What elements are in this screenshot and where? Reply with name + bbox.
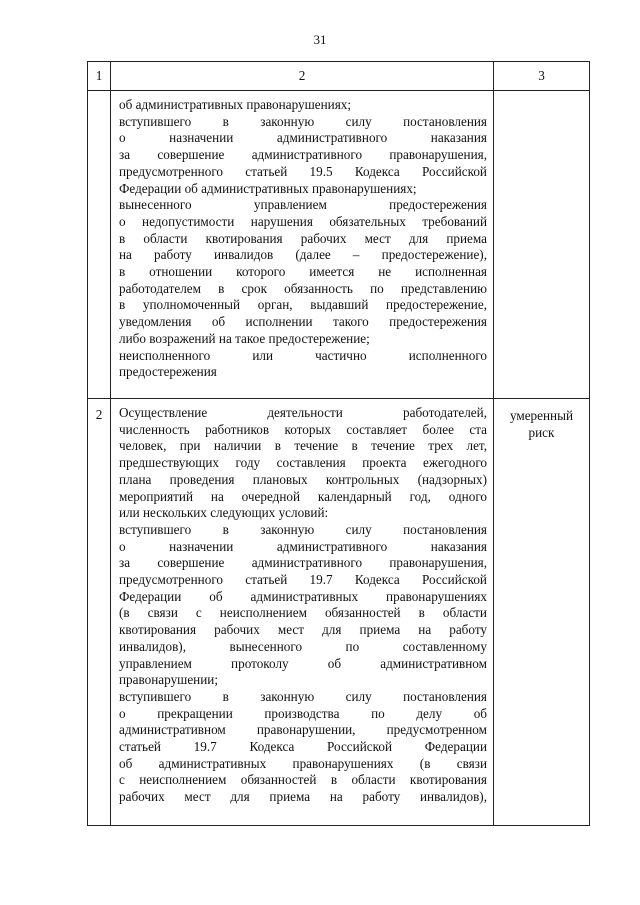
text-line: либо возражений на такое предостережение; [119,330,370,346]
text-line: человек, при наличии в течение в течение трех лет, [119,438,487,454]
row-number [88,91,111,399]
text-line: квотирования рабочих мест для приема на работу [119,622,487,638]
text-line: или нескольких следующих условий: [119,505,329,521]
text-line: (в связи с неисполнением обязанностей в области [119,605,487,621]
page-number: 31 [313,32,327,47]
text-line: Федерации об административных правонарушениях [119,588,487,604]
table-row [88,399,590,826]
text-line: вступившего в законную силу постановления [119,688,487,704]
text-line: в уполномоченный орган, выдавший предостережение, [119,297,487,313]
text-line: мероприятий на очередной календарный год, одного [119,488,487,504]
text-line: вынесенного управлением предостережения [119,197,487,213]
text-line: правонарушении; [119,672,219,688]
row-number: 2 [88,399,111,826]
text-line: с неисполнением обязанностей в области квотирования [119,772,487,788]
text-line: за совершение административного правонарушения, [119,147,487,163]
risk-category [494,399,590,826]
text-line: о недопустимости нарушения обязательных требований [119,213,487,229]
risk-line: риск [528,425,555,440]
header-col-2: 2 [111,62,494,91]
header-col-3: 3 [494,62,590,91]
text-line: работодателем в срок обязанность по представлению [119,280,487,296]
text-line: об административных правонарушениях; [119,97,352,112]
text-line: статьей 19.7 Кодекса Российской Федерации [119,739,487,755]
text-line: управлением протоколу об административном [119,655,487,671]
text-line: в области квотирования рабочих мест для приема [119,230,487,246]
text-line: рабочих мест для приема на работу инвалидов), [119,789,487,805]
text-line: в отношении которого имеется не исполненная [119,264,487,280]
text-line: предусмотренного статьей 19.5 Кодекса Российской [119,163,487,179]
text-line: предостережения [119,364,217,380]
text-line: административном правонарушении, предусмотренном [119,722,487,738]
text-line: о назначении административного наказания [119,130,487,146]
requirements-table [87,61,590,826]
text-line: уведомления об исполнении такого предостережения [119,314,487,330]
text-line: численность работников которых составляет более ста [119,421,487,437]
text-line: вступившего в законную силу постановления [119,113,487,129]
text-line: о прекращении производства по делу об [119,705,487,721]
text-line: инвалидов), вынесенного по составленному [119,638,487,654]
table-header-row [88,62,590,91]
table-row [88,91,590,399]
text-line: Федерации об административных правонарушениях; [119,180,417,196]
criteria-text [111,91,494,399]
text-line: предшествующих году составления проекта ежегодного [119,455,487,471]
header-col-1: 1 [88,62,111,91]
text-line: Осуществление деятельности работодателей, [119,405,487,420]
text-line: неисполненного или частично исполненного [119,347,487,363]
text-line: предусмотренного статьей 19.7 Кодекса Российской [119,572,487,588]
risk-line: умеренный [509,408,574,423]
text-line: на работу инвалидов (далее – предостережение), [119,247,487,263]
text-line: за совершение административного правонарушения, [119,555,487,571]
text-line: вступившего в законную силу постановления [119,521,487,537]
criteria-text [111,399,494,826]
text-line: о назначении административного наказания [119,538,487,554]
text-line: плана проведения плановых контрольных (надзорных) [119,471,487,487]
risk-category [494,91,590,399]
text-line: об административных правонарушениях (в связи [119,755,487,771]
